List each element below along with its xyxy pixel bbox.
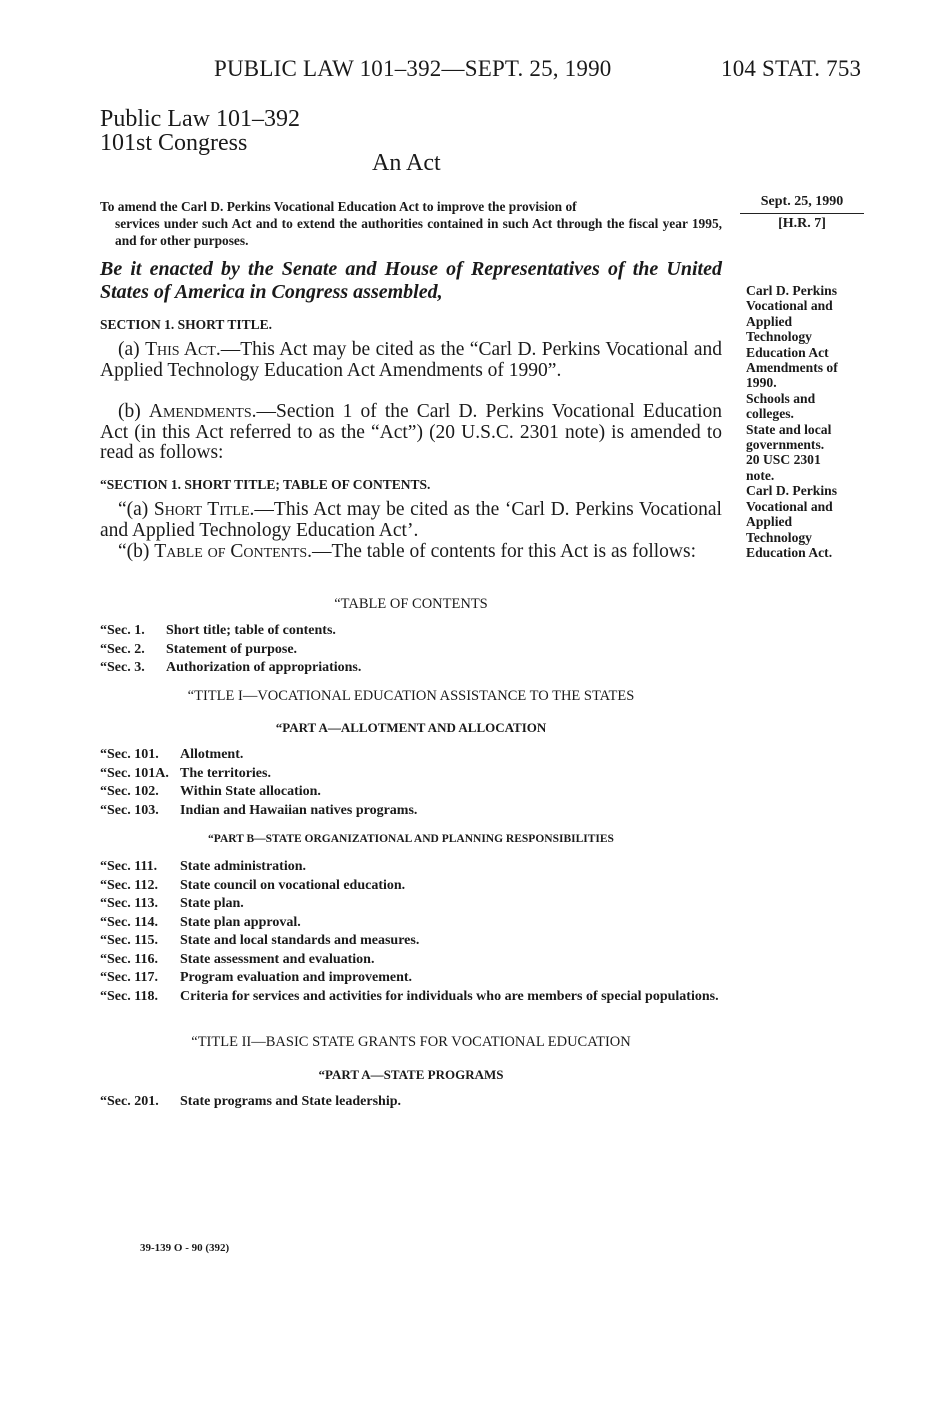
toc-entry-title: Program evaluation and improvement. — [180, 970, 413, 985]
purpose-continuation: services under such Act and to extend the authorities contained in such Act through the fiscal year 1995, and for other purposes. — [115, 216, 722, 248]
quoted-para-a-label: “(a) — [118, 499, 154, 520]
section-1-para-b — [100, 402, 722, 464]
para-a-caption: This Act. — [145, 339, 221, 360]
title-2-part-a-heading: “PART A—STATE PROGRAMS — [318, 1067, 504, 1082]
toc-entry-number: “Sec. 114. — [100, 914, 158, 930]
toc-entry-number: “Sec. 115. — [100, 933, 158, 948]
toc-entry-number: “Sec. 102. — [100, 784, 159, 799]
toc-title-2-part-a-list — [100, 1093, 730, 1112]
print-code: 39-139 O - 90 (392) — [140, 1242, 230, 1254]
toc-entry — [100, 877, 730, 896]
toc-entry-number: “Sec. 111. — [100, 859, 158, 874]
quoted-para-b — [100, 542, 722, 563]
toc-entry — [100, 765, 730, 784]
an-act-heading: An Act — [372, 150, 441, 176]
toc-entry-title: The territories. — [180, 765, 271, 781]
congress-label: 101st Congress — [100, 130, 248, 156]
toc-entry — [100, 783, 730, 802]
quoted-para-a-text: —This Act may be cited as the ‘Carl D. Perkins Vocational and Applied Technology Education Act’. — [100, 499, 722, 541]
toc-entry-number: “Sec. 3. — [100, 660, 145, 675]
toc-entry — [100, 932, 730, 951]
margin-note-line: Technology — [746, 529, 812, 545]
margin-note-line: 20 USC 2301 — [746, 452, 821, 468]
toc-entry-title: State administration. — [180, 859, 306, 874]
toc-entry-number: “Sec. 116. — [100, 951, 158, 967]
toc-entry — [100, 802, 730, 821]
margin-note-line: Vocational and — [746, 498, 833, 514]
toc-entry-number: “Sec. 112. — [100, 877, 158, 893]
para-b-text: —Section 1 of the Carl D. Perkins Vocational Education Act (in this Act referred to as the “Act”) (20 U.S.C. 2301 note) is amended to read as follows: — [100, 401, 722, 463]
toc-entry-title: Authorization of appropriations. — [166, 660, 362, 675]
enacting-clause: Be it enacted by the Senate and House of Representatives of the United States of America in Congress assembled, — [100, 258, 722, 303]
purpose-clause — [100, 198, 722, 249]
bill-number: [H.R. 7] — [778, 216, 826, 231]
running-head-title: PUBLIC LAW 101–392—SEPT. 25, 1990 — [214, 56, 612, 81]
toc-entry-title: Short title; table of contents. — [166, 623, 336, 638]
toc-entry — [100, 914, 730, 933]
toc-entry — [100, 951, 730, 970]
margin-note-line: 1990. — [746, 375, 777, 391]
margin-note-line: Education Act — [746, 344, 829, 360]
toc-entry-title: Statement of purpose. — [166, 641, 298, 657]
toc-title-1-part-a-list — [100, 746, 730, 820]
toc-entry-number: “Sec. 117. — [100, 970, 158, 985]
toc-entry — [100, 969, 730, 988]
quoted-para-b-caption: Table of Contents. — [154, 541, 313, 562]
margin-note-line: note. — [746, 467, 775, 483]
toc-entry-title: Allotment. — [180, 747, 244, 762]
margin-note-line: Technology — [746, 329, 812, 345]
toc-entry-number: “Sec. 101A. — [100, 765, 169, 781]
margin-note-line: Carl D. Perkins — [746, 483, 837, 499]
toc-entry-number: “Sec. 118. — [100, 988, 158, 1004]
toc-entry-number: “Sec. 101. — [100, 747, 159, 762]
toc-entry — [100, 858, 730, 877]
toc-entry-number: “Sec. 2. — [100, 641, 145, 657]
para-b-label: (b) — [118, 401, 149, 422]
toc-entry — [100, 895, 730, 914]
title-2-heading: “TITLE II—BASIC STATE GRANTS FOR VOCATIONAL EDUCATION — [191, 1034, 631, 1050]
margin-note-line: Applied — [746, 313, 793, 329]
margin-note-line: colleges. — [746, 406, 794, 422]
toc-entry-title: State plan approval. — [180, 914, 301, 930]
toc-entry-title: State plan. — [180, 896, 244, 911]
margin-note-line: Amendments of — [746, 360, 838, 376]
margin-note-line: Applied — [746, 514, 793, 530]
margin-note-line: Education Act. — [746, 544, 833, 560]
title-1-part-a-heading: “PART A—ALLOTMENT AND ALLOCATION — [275, 720, 547, 735]
toc-entry-title: Criteria for services and activities for individuals who are members of special populations. — [180, 988, 719, 1004]
para-b-caption: Amendments. — [148, 401, 257, 422]
quoted-para-a-caption: Short Title. — [153, 499, 255, 520]
toc-entry-title: State and local standards and measures. — [180, 933, 420, 948]
toc-entry — [100, 641, 730, 660]
para-a-label: (a) — [118, 339, 146, 360]
toc-entry — [100, 659, 730, 678]
toc-heading: “TABLE OF CONTENTS — [334, 596, 488, 612]
toc-entry-number: “Sec. 113. — [100, 896, 158, 911]
toc-entry-number: “Sec. 201. — [100, 1094, 159, 1109]
law-number: Public Law 101–392 — [100, 106, 300, 132]
toc-entry-title: Indian and Hawaiian natives programs. — [180, 802, 418, 818]
margin-note-line: Schools and — [746, 390, 816, 406]
quoted-para-a — [100, 500, 722, 541]
toc-entry — [100, 622, 730, 641]
quoted-para-b-label: “(b) — [118, 541, 155, 562]
margin-date-block — [740, 194, 864, 232]
toc-entry-number: “Sec. 103. — [100, 802, 159, 818]
margin-notes — [746, 283, 876, 560]
para-a-text: —This Act may be cited as the “Carl D. Perkins Vocational and Applied Technology Education Act Amendments of 1990”. — [100, 339, 722, 381]
margin-note-line: State and local — [746, 421, 832, 437]
margin-note-line: Vocational and — [746, 298, 833, 314]
toc-entry-title: State programs and State leadership. — [180, 1094, 402, 1109]
toc-entry-title: State council on vocational education. — [180, 877, 406, 893]
quoted-section-heading: “SECTION 1. SHORT TITLE; TABLE OF CONTENTS. — [100, 477, 431, 492]
title-1-part-b-heading: “PART B—STATE ORGANIZATIONAL AND PLANNING RESPONSIBILITIES — [208, 833, 614, 845]
toc-entry-number: “Sec. 1. — [100, 623, 145, 638]
title-1-heading: “TITLE I—VOCATIONAL EDUCATION ASSISTANCE TO THE STATES — [187, 688, 635, 704]
margin-note-line: governments. — [746, 437, 825, 453]
toc-general-list — [100, 622, 730, 678]
toc-entry — [100, 1093, 730, 1112]
approval-date: Sept. 25, 1990 — [740, 194, 864, 214]
margin-note-line: Carl D. Perkins — [746, 283, 837, 298]
quoted-para-b-text: —The table of contents for this Act is as follows: — [312, 541, 697, 562]
toc-title-1-part-b-list — [100, 858, 730, 1006]
toc-entry — [100, 746, 730, 765]
purpose-line-1: To amend the Carl D. Perkins Vocational Education Act to improve the provision of — [100, 199, 577, 214]
section-1-heading: SECTION 1. SHORT TITLE. — [100, 317, 272, 332]
running-head-page: 104 STAT. 753 — [721, 56, 862, 81]
toc-entry-title: State assessment and evaluation. — [180, 951, 375, 967]
toc-entry-title: Within State allocation. — [180, 784, 321, 799]
toc-entry — [100, 988, 730, 1007]
section-1-para-a — [100, 340, 722, 381]
